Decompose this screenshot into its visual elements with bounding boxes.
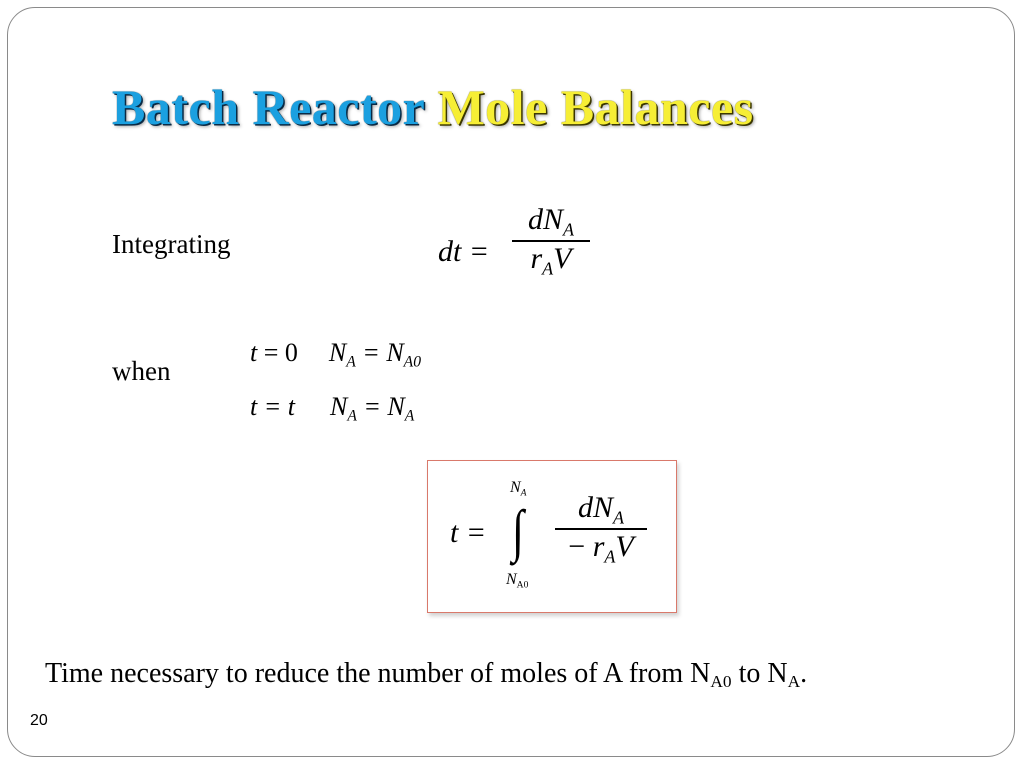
- eq1-lhs: dt =: [438, 235, 490, 268]
- eq1-denominator: $r_AV$: [530, 241, 572, 279]
- integral-upper-limit: $N_A$: [510, 479, 527, 499]
- title-part-batch-reactor: Batch Reactor: [112, 79, 425, 135]
- integral-sign: ∫: [511, 498, 524, 563]
- eq2-numerator: $dN_A$: [577, 491, 624, 528]
- eq2-denominator: − $r_AV$: [568, 529, 634, 567]
- eq1-numerator: $dN_A$: [527, 203, 574, 240]
- integrating-label: Integrating: [112, 229, 231, 259]
- eq1-fraction: [512, 203, 590, 279]
- result-equation-box: [427, 460, 677, 613]
- slide-title: [112, 78, 754, 136]
- when-label: when: [112, 356, 171, 386]
- title-part-mole-balances: Mole Balances: [437, 79, 754, 135]
- footer-caption: Time necessary to reduce the number of moles of A from $N_{A0}$ to $N_A$.: [45, 658, 808, 692]
- eq2-fraction: [555, 491, 647, 567]
- condition-final: t = t $N_A = N_A$: [250, 392, 415, 425]
- page-number: 20: [30, 712, 48, 729]
- eq2-lhs: t =: [450, 516, 487, 549]
- integral-lower-limit: $N_{A0}$: [506, 571, 529, 591]
- condition-initial: t = 0 $N_A = N_{A0}$: [250, 338, 421, 371]
